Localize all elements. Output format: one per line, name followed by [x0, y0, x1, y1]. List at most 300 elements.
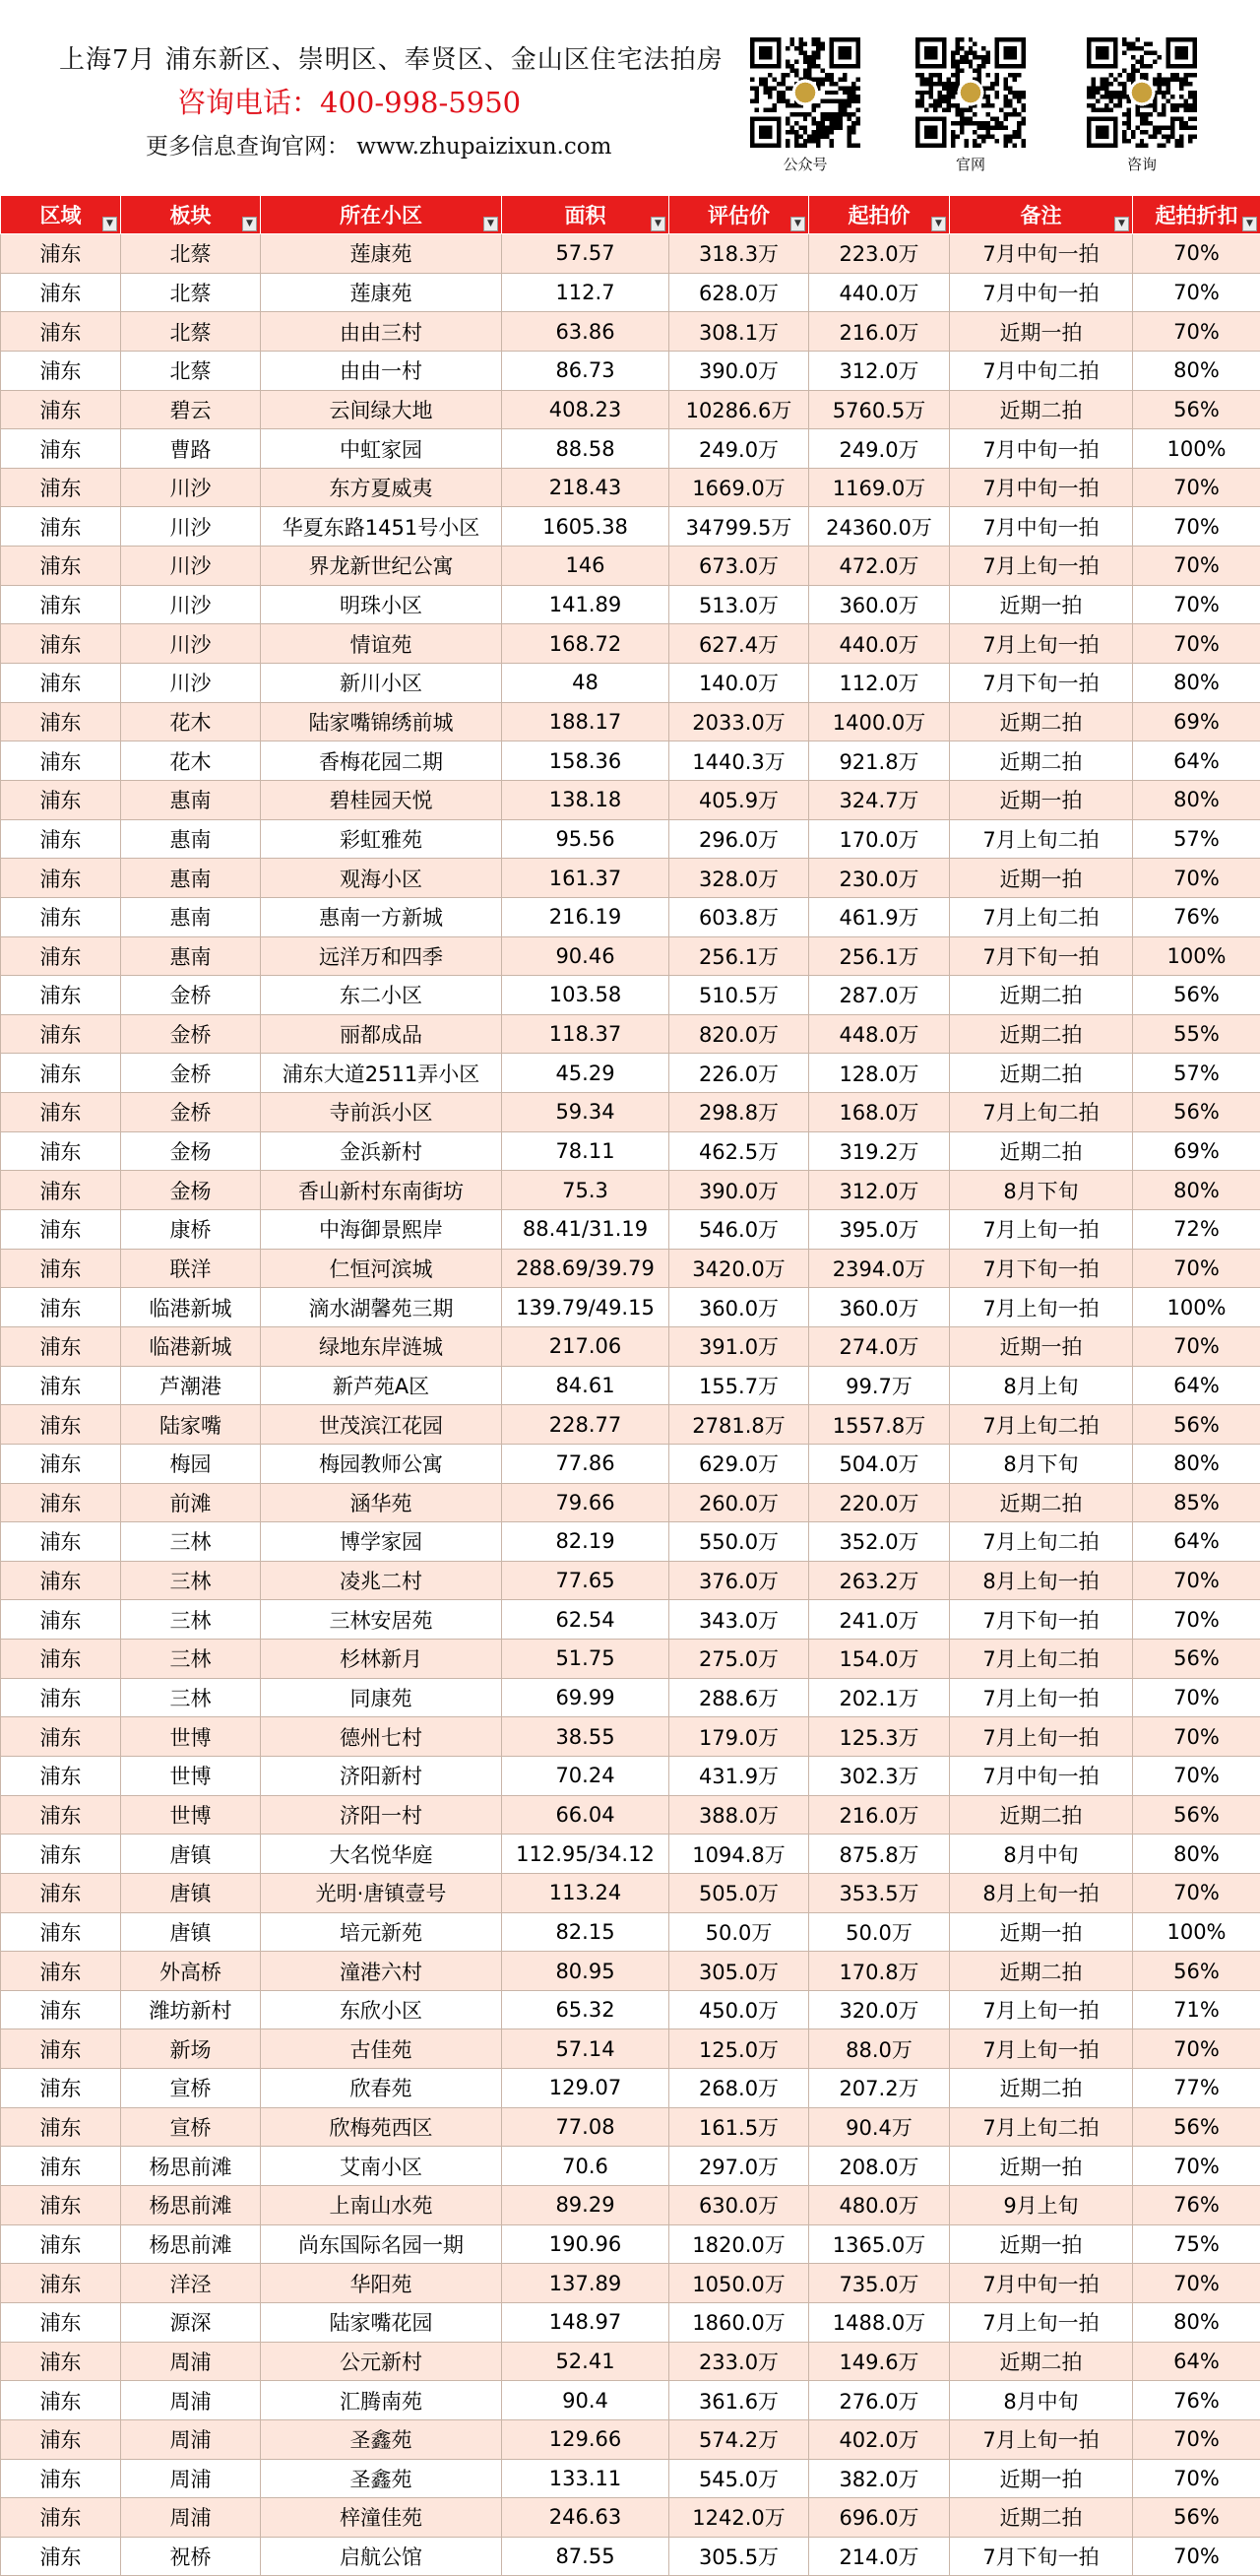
cell-area: 75.3 [502, 1171, 669, 1210]
cell-community: 三林安居苑 [261, 1600, 502, 1640]
cell-start-price: 220.0万 [809, 1483, 950, 1522]
cell-area: 139.79/49.15 [502, 1288, 669, 1327]
cell-community: 光明·唐镇壹号 [261, 1873, 502, 1912]
col-header-district[interactable] [1, 196, 121, 234]
cell-discount: 80% [1133, 664, 1260, 703]
col-header-block[interactable] [121, 196, 261, 234]
cell-community: 圣鑫苑 [261, 2459, 502, 2498]
cell-remark: 近期一拍 [950, 2459, 1133, 2498]
cell-remark: 近期一拍 [950, 312, 1133, 352]
cell-district: 浦东 [1, 1326, 121, 1366]
cell-start-price: 5760.5万 [809, 390, 950, 429]
col-header-label: 备注 [1021, 203, 1062, 227]
cell-start-price: 207.2万 [809, 2069, 950, 2108]
cell-discount: 56% [1133, 2498, 1260, 2538]
table-row [1, 1210, 1260, 1250]
cell-area: 129.66 [502, 2419, 669, 2459]
cell-discount: 70% [1133, 234, 1260, 274]
cell-block: 川沙 [121, 585, 261, 624]
cell-valuation: 546.0万 [669, 1210, 809, 1250]
cell-valuation: 256.1万 [669, 936, 809, 976]
cell-community: 绿地东岸涟城 [261, 1326, 502, 1366]
cell-start-price: 735.0万 [809, 2264, 950, 2303]
cell-start-price: 1400.0万 [809, 702, 950, 741]
qr-wechat-official[interactable] [750, 37, 860, 174]
cell-discount: 70% [1133, 2147, 1260, 2186]
cell-area: 57.57 [502, 234, 669, 274]
table-row [1, 1756, 1260, 1795]
cell-community: 博学家园 [261, 1522, 502, 1562]
cell-remark: 7月中旬一拍 [950, 507, 1133, 547]
cell-discount: 70% [1133, 1717, 1260, 1757]
cell-discount: 70% [1133, 312, 1260, 352]
cell-community: 金浜新村 [261, 1131, 502, 1171]
cell-remark: 7月下旬一拍 [950, 1249, 1133, 1288]
cell-district: 浦东 [1, 1835, 121, 1874]
cell-remark: 近期一拍 [950, 585, 1133, 624]
cell-remark: 7月上旬一拍 [950, 1678, 1133, 1717]
table-row [1, 2498, 1260, 2538]
filter-dropdown-icon[interactable]: ▼ [790, 217, 805, 231]
cell-area: 84.61 [502, 1366, 669, 1405]
website-line: 更多信息查询官网： www.zhupaizixun.com [146, 128, 611, 161]
cell-valuation: 1440.3万 [669, 741, 809, 781]
cell-start-price: 504.0万 [809, 1444, 950, 1483]
cell-district: 浦东 [1, 1795, 121, 1835]
cell-valuation: 1669.0万 [669, 468, 809, 507]
cell-community: 梓潼佳苑 [261, 2498, 502, 2538]
cell-discount: 70% [1133, 2459, 1260, 2498]
filter-dropdown-icon[interactable]: ▼ [242, 217, 257, 231]
cell-community: 启航公馆 [261, 2537, 502, 2576]
col-header-start-price[interactable] [809, 196, 950, 234]
qr-caption: 咨询 [1087, 154, 1197, 174]
cell-start-price: 274.0万 [809, 1326, 950, 1366]
cell-valuation: 450.0万 [669, 1990, 809, 2029]
cell-remark: 7月中旬二拍 [950, 351, 1133, 390]
qr-code-icon [915, 37, 1026, 148]
cell-valuation: 318.3万 [669, 234, 809, 274]
cell-community: 欣春苑 [261, 2069, 502, 2108]
cell-district: 浦东 [1, 2107, 121, 2147]
cell-community: 滴水湖馨苑三期 [261, 1288, 502, 1327]
cell-start-price: 921.8万 [809, 741, 950, 781]
cell-start-price: 230.0万 [809, 859, 950, 898]
cell-remark: 7月上旬一拍 [950, 547, 1133, 586]
cell-district: 浦东 [1, 2342, 121, 2381]
cell-area: 408.23 [502, 390, 669, 429]
cell-start-price: 353.5万 [809, 1873, 950, 1912]
cell-area: 137.89 [502, 2264, 669, 2303]
cell-district: 浦东 [1, 664, 121, 703]
cell-discount: 70% [1133, 1326, 1260, 1366]
cell-block: 唐镇 [121, 1873, 261, 1912]
table-row [1, 1288, 1260, 1327]
cell-start-price: 99.7万 [809, 1366, 950, 1405]
cell-valuation: 268.0万 [669, 2069, 809, 2108]
filter-dropdown-icon[interactable]: ▼ [1242, 217, 1257, 231]
cell-valuation: 574.2万 [669, 2419, 809, 2459]
cell-block: 惠南 [121, 936, 261, 976]
table-row [1, 859, 1260, 898]
table-row [1, 390, 1260, 429]
cell-block: 外高桥 [121, 1952, 261, 1991]
cell-valuation: 462.5万 [669, 1131, 809, 1171]
table-row [1, 312, 1260, 352]
cell-district: 浦东 [1, 2069, 121, 2108]
cell-community: 浦东大道2511弄小区 [261, 1054, 502, 1093]
cell-start-price: 208.0万 [809, 2147, 950, 2186]
cell-valuation: 140.0万 [669, 664, 809, 703]
cell-block: 三林 [121, 1640, 261, 1679]
cell-start-price: 360.0万 [809, 585, 950, 624]
table-row [1, 585, 1260, 624]
cell-district: 浦东 [1, 1873, 121, 1912]
table-row [1, 1561, 1260, 1600]
cell-remark: 近期二拍 [950, 702, 1133, 741]
cell-valuation: 820.0万 [669, 1014, 809, 1054]
cell-remark: 7月中旬一拍 [950, 1756, 1133, 1795]
cell-area: 129.07 [502, 2069, 669, 2108]
cell-block: 祝桥 [121, 2537, 261, 2576]
table-row [1, 1326, 1260, 1366]
cell-area: 45.29 [502, 1054, 669, 1093]
col-header-label: 区域 [40, 203, 82, 227]
cell-district: 浦东 [1, 859, 121, 898]
cell-remark: 7月上旬一拍 [950, 1717, 1133, 1757]
cell-discount: 70% [1133, 585, 1260, 624]
cell-valuation: 10286.6万 [669, 390, 809, 429]
cell-block: 川沙 [121, 468, 261, 507]
cell-discount: 55% [1133, 1014, 1260, 1054]
filter-dropdown-icon[interactable]: ▼ [102, 217, 117, 231]
cell-area: 146 [502, 547, 669, 586]
cell-valuation: 305.5万 [669, 2537, 809, 2576]
cell-valuation: 630.0万 [669, 2186, 809, 2225]
cell-block: 世博 [121, 1756, 261, 1795]
cell-discount: 70% [1133, 1678, 1260, 1717]
cell-community: 杉林新月 [261, 1640, 502, 1679]
auction-table [0, 195, 1260, 2576]
filter-dropdown-icon[interactable]: ▼ [1114, 217, 1129, 231]
cell-block: 惠南 [121, 819, 261, 859]
cell-block: 潍坊新村 [121, 1990, 261, 2029]
cell-district: 浦东 [1, 1249, 121, 1288]
cell-district: 浦东 [1, 1952, 121, 1991]
col-header-label: 起拍折扣 [1156, 203, 1238, 227]
table-body [1, 234, 1260, 2576]
cell-block: 北蔡 [121, 234, 261, 274]
cell-community: 惠南一方新城 [261, 897, 502, 936]
cell-block: 金桥 [121, 1054, 261, 1093]
cell-valuation: 308.1万 [669, 312, 809, 352]
cell-remark: 7月上旬二拍 [950, 897, 1133, 936]
cell-district: 浦东 [1, 1600, 121, 1640]
cell-valuation: 161.5万 [669, 2107, 809, 2147]
cell-start-price: 382.0万 [809, 2459, 950, 2498]
cell-discount: 56% [1133, 1795, 1260, 1835]
table-row [1, 507, 1260, 547]
cell-start-price: 312.0万 [809, 1171, 950, 1210]
filter-dropdown-icon[interactable]: ▼ [651, 217, 665, 231]
cell-block: 梅园 [121, 1444, 261, 1483]
col-header-area[interactable] [502, 196, 669, 234]
cell-start-price: 287.0万 [809, 976, 950, 1015]
cell-area: 62.54 [502, 1600, 669, 1640]
cell-block: 惠南 [121, 859, 261, 898]
table-row [1, 1171, 1260, 1210]
cell-district: 浦东 [1, 2498, 121, 2538]
col-header-label: 所在小区 [340, 203, 422, 227]
cell-discount: 80% [1133, 780, 1260, 819]
cell-start-price: 263.2万 [809, 1561, 950, 1600]
qr-caption: 公众号 [750, 154, 860, 174]
filter-dropdown-icon[interactable]: ▼ [483, 217, 498, 231]
cell-district: 浦东 [1, 1131, 121, 1171]
cell-community: 新川小区 [261, 664, 502, 703]
cell-discount: 100% [1133, 429, 1260, 469]
cell-district: 浦东 [1, 585, 121, 624]
cell-district: 浦东 [1, 351, 121, 390]
cell-remark: 近期二拍 [950, 1952, 1133, 1991]
cell-community: 寺前浜小区 [261, 1093, 502, 1132]
cell-discount: 77% [1133, 2069, 1260, 2108]
cell-valuation: 360.0万 [669, 1288, 809, 1327]
cell-start-price: 216.0万 [809, 1795, 950, 1835]
cell-community: 培元新苑 [261, 1912, 502, 1952]
cell-block: 曹路 [121, 429, 261, 469]
cell-block: 三林 [121, 1678, 261, 1717]
cell-block: 金杨 [121, 1171, 261, 1210]
cell-remark: 8月中旬 [950, 1835, 1133, 1874]
cell-district: 浦东 [1, 1522, 121, 1562]
cell-remark: 近期二拍 [950, 1483, 1133, 1522]
cell-area: 218.43 [502, 468, 669, 507]
cell-remark: 7月下旬一拍 [950, 1600, 1133, 1640]
cell-discount: 57% [1133, 819, 1260, 859]
cell-discount: 72% [1133, 1210, 1260, 1250]
cell-district: 浦东 [1, 2029, 121, 2069]
cell-community: 丽都成品 [261, 1014, 502, 1054]
cell-remark: 8月上旬 [950, 1366, 1133, 1405]
cell-community: 由由一村 [261, 351, 502, 390]
cell-start-price: 170.0万 [809, 819, 950, 859]
cell-area: 70.24 [502, 1756, 669, 1795]
cell-district: 浦东 [1, 429, 121, 469]
cell-valuation: 390.0万 [669, 1171, 809, 1210]
cell-remark: 8月中旬 [950, 2381, 1133, 2420]
cell-start-price: 696.0万 [809, 2498, 950, 2538]
cell-discount: 70% [1133, 468, 1260, 507]
cell-block: 周浦 [121, 2498, 261, 2538]
cell-community: 陆家嘴锦绣前城 [261, 702, 502, 741]
cell-area: 77.86 [502, 1444, 669, 1483]
cell-start-price: 1488.0万 [809, 2302, 950, 2342]
table-row [1, 1444, 1260, 1483]
cell-block: 洋泾 [121, 2264, 261, 2303]
cell-start-price: 168.0万 [809, 1093, 950, 1132]
cell-community: 远洋万和四季 [261, 936, 502, 976]
cell-discount: 56% [1133, 1405, 1260, 1445]
cell-remark: 近期二拍 [950, 1795, 1133, 1835]
table-row [1, 1600, 1260, 1640]
col-header-discount[interactable] [1133, 196, 1260, 234]
cell-community: 世茂滨江花园 [261, 1405, 502, 1445]
cell-community: 东欣小区 [261, 1990, 502, 2029]
cell-remark: 7月下旬一拍 [950, 936, 1133, 976]
cell-valuation: 305.0万 [669, 1952, 809, 1991]
cell-community: 界龙新世纪公寓 [261, 547, 502, 586]
cell-community: 观海小区 [261, 859, 502, 898]
cell-community: 涵华苑 [261, 1483, 502, 1522]
cell-area: 65.32 [502, 1990, 669, 2029]
cell-area: 79.66 [502, 1483, 669, 1522]
cell-start-price: 154.0万 [809, 1640, 950, 1679]
col-header-label: 板块 [170, 203, 212, 227]
cell-discount: 71% [1133, 1990, 1260, 2029]
cell-valuation: 1094.8万 [669, 1835, 809, 1874]
cell-district: 浦东 [1, 273, 121, 312]
cell-block: 周浦 [121, 2419, 261, 2459]
cell-discount: 70% [1133, 2264, 1260, 2303]
qr-website[interactable] [915, 37, 1026, 174]
cell-area: 88.58 [502, 429, 669, 469]
cell-area: 228.77 [502, 1405, 669, 1445]
cell-area: 133.11 [502, 2459, 669, 2498]
cell-valuation: 260.0万 [669, 1483, 809, 1522]
cell-community: 莲康苑 [261, 273, 502, 312]
col-header-valuation[interactable] [669, 196, 809, 234]
cell-start-price: 50.0万 [809, 1912, 950, 1952]
cell-start-price: 170.8万 [809, 1952, 950, 1991]
cell-remark: 7月上旬二拍 [950, 1522, 1133, 1562]
cell-start-price: 125.3万 [809, 1717, 950, 1757]
cell-discount: 56% [1133, 390, 1260, 429]
cell-discount: 69% [1133, 1131, 1260, 1171]
table-row [1, 2107, 1260, 2147]
cell-valuation: 390.0万 [669, 351, 809, 390]
cell-block: 周浦 [121, 2459, 261, 2498]
qr-consult[interactable] [1087, 37, 1197, 174]
col-header-remark[interactable] [950, 196, 1133, 234]
cell-area: 113.24 [502, 1873, 669, 1912]
cell-discount: 56% [1133, 976, 1260, 1015]
table-row [1, 1131, 1260, 1171]
cell-valuation: 1820.0万 [669, 2224, 809, 2264]
cell-start-price: 472.0万 [809, 547, 950, 586]
cell-district: 浦东 [1, 2224, 121, 2264]
cell-block: 花木 [121, 741, 261, 781]
cell-district: 浦东 [1, 547, 121, 586]
cell-start-price: 149.6万 [809, 2342, 950, 2381]
cell-discount: 80% [1133, 1444, 1260, 1483]
cell-remark: 8月上旬一拍 [950, 1873, 1133, 1912]
cell-discount: 70% [1133, 624, 1260, 664]
cell-block: 源深 [121, 2302, 261, 2342]
cell-area: 82.15 [502, 1912, 669, 1952]
cell-start-price: 90.4万 [809, 2107, 950, 2147]
cell-area: 59.34 [502, 1093, 669, 1132]
col-header-community[interactable] [261, 196, 502, 234]
cell-block: 金桥 [121, 976, 261, 1015]
cell-community: 公元新村 [261, 2342, 502, 2381]
cell-discount: 75% [1133, 2224, 1260, 2264]
cell-area: 70.6 [502, 2147, 669, 2186]
table-row [1, 741, 1260, 781]
table-row [1, 1054, 1260, 1093]
table-row [1, 468, 1260, 507]
cell-remark: 7月上旬二拍 [950, 1640, 1133, 1679]
cell-block: 联洋 [121, 1249, 261, 1288]
cell-valuation: 376.0万 [669, 1561, 809, 1600]
table-row [1, 1366, 1260, 1405]
cell-remark: 近期二拍 [950, 1014, 1133, 1054]
cell-discount: 57% [1133, 1054, 1260, 1093]
cell-area: 112.7 [502, 273, 669, 312]
table-row [1, 2186, 1260, 2225]
cell-area: 78.11 [502, 1131, 669, 1171]
cell-discount: 100% [1133, 1912, 1260, 1952]
cell-remark: 9月上旬 [950, 2186, 1133, 2225]
cell-discount: 70% [1133, 273, 1260, 312]
cell-remark: 近期二拍 [950, 2498, 1133, 2538]
cell-district: 浦东 [1, 1210, 121, 1250]
cell-area: 216.19 [502, 897, 669, 936]
cell-valuation: 550.0万 [669, 1522, 809, 1562]
table-row [1, 2069, 1260, 2108]
cell-remark: 近期二拍 [950, 741, 1133, 781]
cell-community: 陆家嘴花园 [261, 2302, 502, 2342]
cell-district: 浦东 [1, 2537, 121, 2576]
cell-area: 118.37 [502, 1014, 669, 1054]
cell-start-price: 352.0万 [809, 1522, 950, 1562]
cell-valuation: 328.0万 [669, 859, 809, 898]
cell-valuation: 2781.8万 [669, 1405, 809, 1445]
cell-block: 惠南 [121, 780, 261, 819]
cell-valuation: 298.8万 [669, 1093, 809, 1132]
cell-block: 川沙 [121, 664, 261, 703]
cell-area: 112.95/34.12 [502, 1835, 669, 1874]
table-row [1, 2264, 1260, 2303]
table-row [1, 624, 1260, 664]
cell-community: 汇腾南苑 [261, 2381, 502, 2420]
table-row [1, 1795, 1260, 1835]
cell-district: 浦东 [1, 2147, 121, 2186]
cell-remark: 近期二拍 [950, 976, 1133, 1015]
cell-remark: 7月中旬一拍 [950, 273, 1133, 312]
cell-valuation: 361.6万 [669, 2381, 809, 2420]
cell-valuation: 3420.0万 [669, 1249, 809, 1288]
cell-discount: 76% [1133, 2381, 1260, 2420]
cell-block: 北蔡 [121, 351, 261, 390]
cell-start-price: 202.1万 [809, 1678, 950, 1717]
cell-area: 77.08 [502, 2107, 669, 2147]
cell-district: 浦东 [1, 1444, 121, 1483]
cell-remark: 8月下旬 [950, 1171, 1133, 1210]
cell-block: 金杨 [121, 1131, 261, 1171]
cell-discount: 70% [1133, 1561, 1260, 1600]
cell-community: 碧桂园天悦 [261, 780, 502, 819]
cell-discount: 100% [1133, 936, 1260, 976]
cell-valuation: 388.0万 [669, 1795, 809, 1835]
col-header-label: 评估价 [708, 203, 770, 227]
cell-district: 浦东 [1, 780, 121, 819]
filter-dropdown-icon[interactable]: ▼ [931, 217, 946, 231]
cell-start-price: 312.0万 [809, 351, 950, 390]
cell-start-price: 440.0万 [809, 273, 950, 312]
cell-remark: 7月中旬一拍 [950, 429, 1133, 469]
table-row [1, 1640, 1260, 1679]
